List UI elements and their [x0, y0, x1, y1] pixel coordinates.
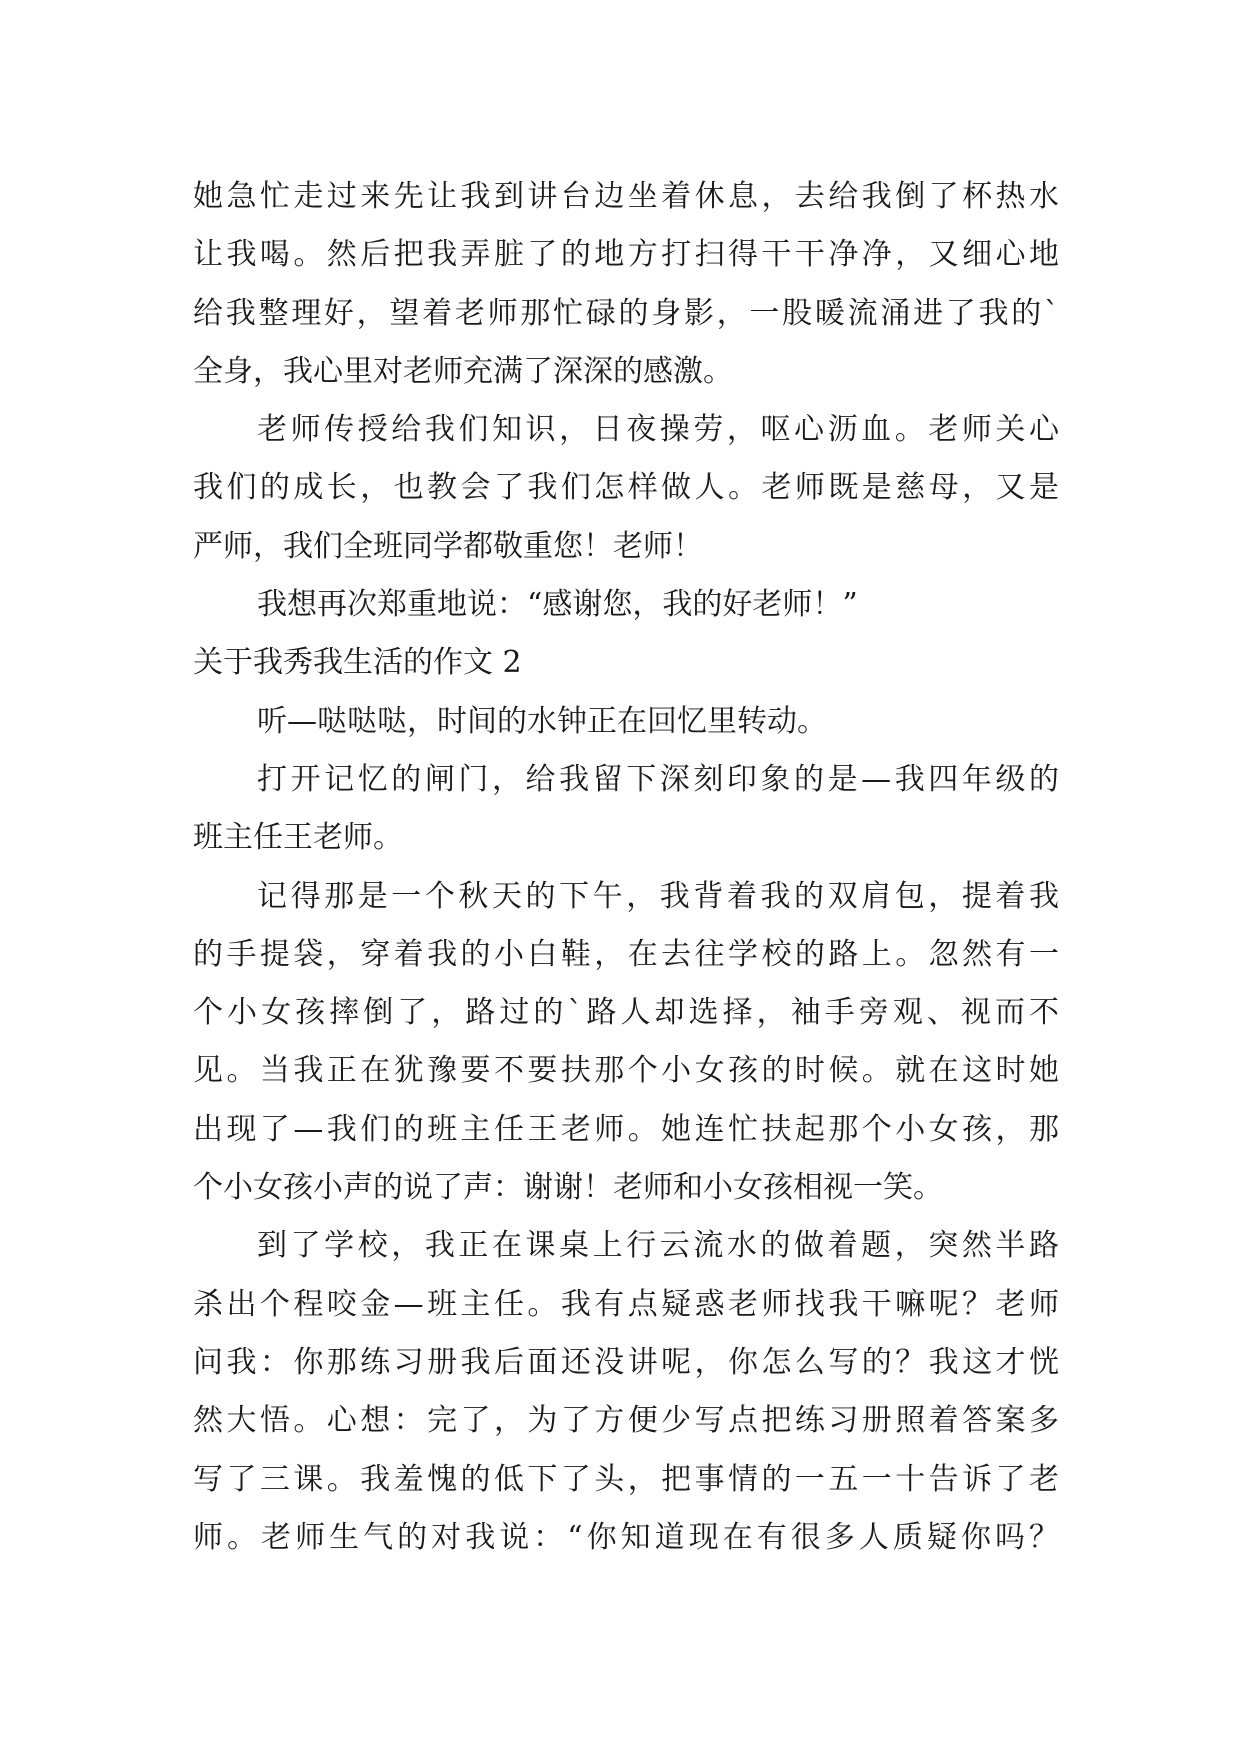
- paragraph-first-line: 听—哒哒哒，时间的水钟正在回忆里转动。: [257, 703, 827, 739]
- text-line: 她急忙走过来先让我到讲台边坐着休息，去给我倒了杯热水: [193, 179, 1059, 214]
- paragraph-first-line: 记得那是一个秋天的下午，我背着我的双肩包，提着我: [257, 878, 1059, 914]
- text-line: 个小女孩小声的说了声：谢谢！老师和小女孩相视一笑。: [193, 1170, 943, 1206]
- text-line: 严师，我们全班同学都敬重您！老师！: [193, 528, 703, 564]
- paragraph-first-line: 老师传授给我们知识，日夜操劳，呕心沥血。老师关心: [257, 412, 1059, 448]
- section-heading: 关于我秀我生活的作文 2: [193, 645, 522, 681]
- text-line: 师。老师生气的对我说：“你知道现在有很多人质疑你吗？: [193, 1519, 1059, 1555]
- text-line: 问我：你那练习册我后面还没讲呢，你怎么写的？我这才恍: [193, 1344, 1059, 1380]
- text-line: 见。当我正在犹豫要不要扶那个小女孩的时候。就在这时她: [193, 1053, 1059, 1089]
- document-page: [193, 168, 1059, 1567]
- text-line: 杀出个程咬金—班主任。我有点疑惑老师找我干嘛呢？老师: [193, 1286, 1059, 1322]
- text-line: 让我喝。然后把我弄脏了的地方打扫得干干净净，又细心地: [193, 237, 1059, 273]
- paragraph-first-line: 打开记忆的闸门，给我留下深刻印象的是—我四年级的: [257, 761, 1059, 797]
- text-line: 的手提袋，穿着我的小白鞋，在去往学校的路上。忽然有一: [193, 936, 1059, 972]
- paragraph-first-line: 到了学校，我正在课桌上行云流水的做着题，突然半路: [257, 1228, 1059, 1264]
- text-line: 个小女孩摔倒了，路过的`路人却选择，袖手旁观、视而不: [193, 995, 1059, 1031]
- text-line: 然大悟。心想：完了，为了方便少写点把练习册照着答案多: [193, 1403, 1059, 1439]
- text-line: 写了三课。我羞愧的低下了头，把事情的一五一十告诉了老: [193, 1461, 1059, 1497]
- paragraph-first-line: 我想再次郑重地说：“感谢您，我的好老师！”: [257, 587, 858, 623]
- text-line: 班主任王老师。: [193, 820, 403, 856]
- text-line: 我们的成长，也教会了我们怎样做人。老师既是慈母，又是: [193, 470, 1059, 506]
- text-line: 给我整理好，望着老师那忙碌的身影，一股暖流涌进了我的`: [193, 295, 1059, 331]
- text-line: 出现了—我们的班主任王老师。她连忙扶起那个小女孩，那: [193, 1111, 1059, 1147]
- text-line: 全身，我心里对老师充满了深深的感激。: [193, 353, 733, 389]
